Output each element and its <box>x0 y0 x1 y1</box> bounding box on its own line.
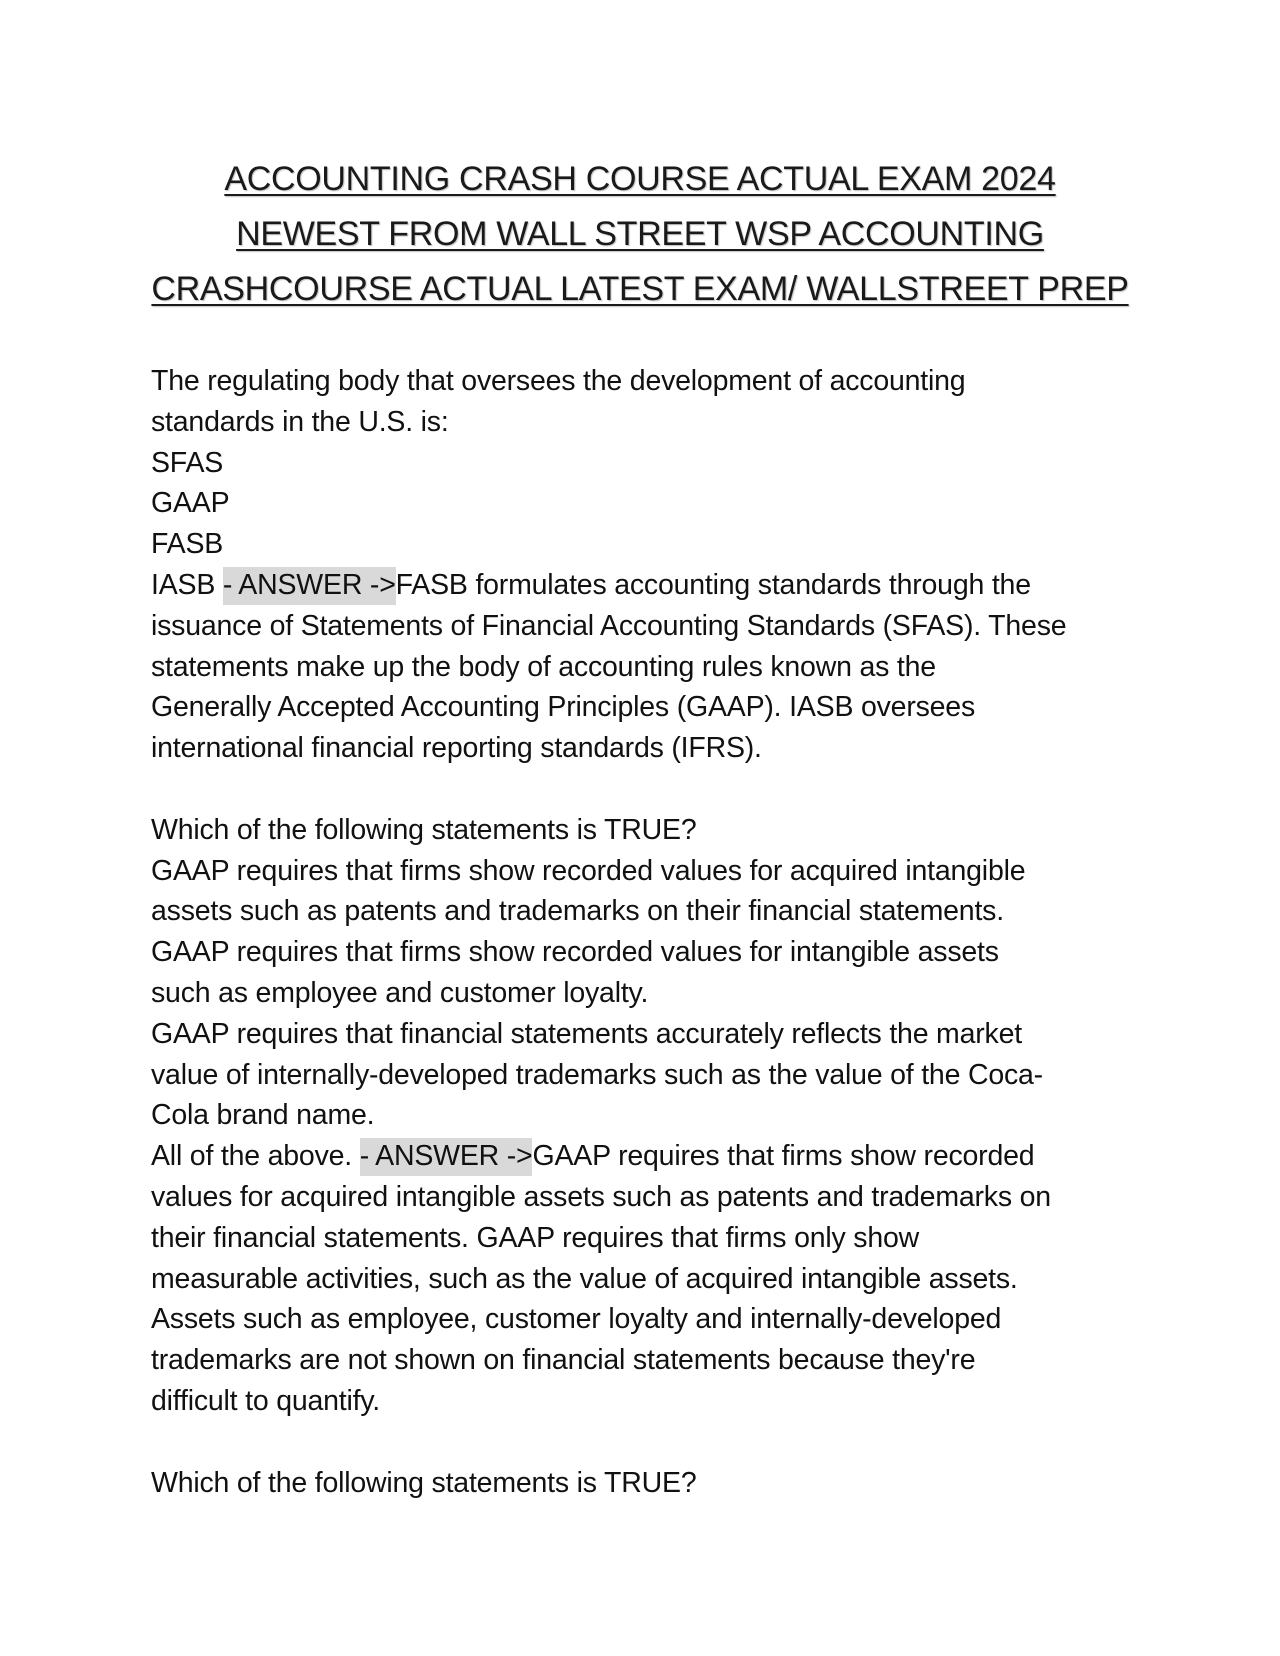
answer-text: issuance of Statements of Financial Accounting Standards (SFAS). These <box>151 609 1067 642</box>
question-block-3 <box>151 1463 1151 1504</box>
paragraph-gap <box>151 1422 1151 1463</box>
answer-line <box>151 1136 1151 1177</box>
option-text: Cola brand name. <box>151 1099 375 1132</box>
answer-text: international financial reporting standards (IFRS). <box>151 732 762 765</box>
title-line: ACCOUNTING CRASH COURSE ACTUAL EXAM 2024 <box>224 160 1056 198</box>
document-body <box>151 361 1151 1503</box>
question-text: Which of the following statements is TRUE? <box>151 813 697 846</box>
question-text: The regulating body that oversees the development of accounting <box>151 365 966 397</box>
answer-tag: - ANSWER -> <box>223 567 396 605</box>
answer-text: GAAP requires that firms show recorded <box>532 1140 1035 1173</box>
answer-text: Generally Accepted Accounting Principles (GAAP). IASB oversees <box>151 691 976 724</box>
answer-tag: - ANSWER -> <box>360 1138 533 1176</box>
answer-text: statements make up the body of accounting rules known as the <box>151 650 936 683</box>
option-text: All of the above. <box>151 1140 360 1173</box>
option-text: FASB <box>151 528 224 561</box>
question-block-2 <box>151 810 1151 1422</box>
option-text: GAAP requires that financial statements accurately reflects the market <box>151 1017 1022 1050</box>
question-text: Which of the following statements is TRUE? <box>151 1466 697 1499</box>
option-text: IASB <box>151 568 223 601</box>
option-text: such as employee and customer loyalty. <box>151 976 649 1009</box>
paragraph-gap <box>151 769 1151 810</box>
answer-line <box>151 565 1151 606</box>
answer-text: measurable activities, such as the value of acquired intangible assets. <box>151 1262 1018 1295</box>
answer-text: Assets such as employee, customer loyalty and internally-developed <box>151 1303 1002 1336</box>
question-block-1 <box>151 361 1151 769</box>
option-text: GAAP requires that firms show recorded values for acquired intangible <box>151 854 1026 887</box>
answer-text: trademarks are not shown on financial statements because they're <box>151 1344 976 1377</box>
answer-text: values for acquired intangible assets such as patents and trademarks on <box>151 1180 1051 1213</box>
title-line: NEWEST FROM WALL STREET WSP ACCOUNTING <box>236 215 1044 253</box>
option-text: value of internally-developed trademarks such as the value of the Coca- <box>151 1058 1043 1091</box>
document-title <box>130 152 1150 317</box>
option-text: assets such as patents and trademarks on their financial statements. <box>151 895 1004 928</box>
option-text: GAAP <box>151 487 230 520</box>
answer-text: their financial statements. GAAP requires that firms only show <box>151 1221 919 1254</box>
answer-text: FASB formulates accounting standards through the <box>395 568 1031 601</box>
option-text: GAAP requires that firms show recorded values for intangible assets <box>151 936 999 969</box>
option-text: SFAS <box>151 446 224 479</box>
answer-text: difficult to quantify. <box>151 1384 381 1417</box>
question-text: standards in the U.S. is: <box>151 405 449 438</box>
title-line: CRASHCOURSE ACTUAL LATEST EXAM/ WALLSTREET PREP <box>151 270 1129 308</box>
